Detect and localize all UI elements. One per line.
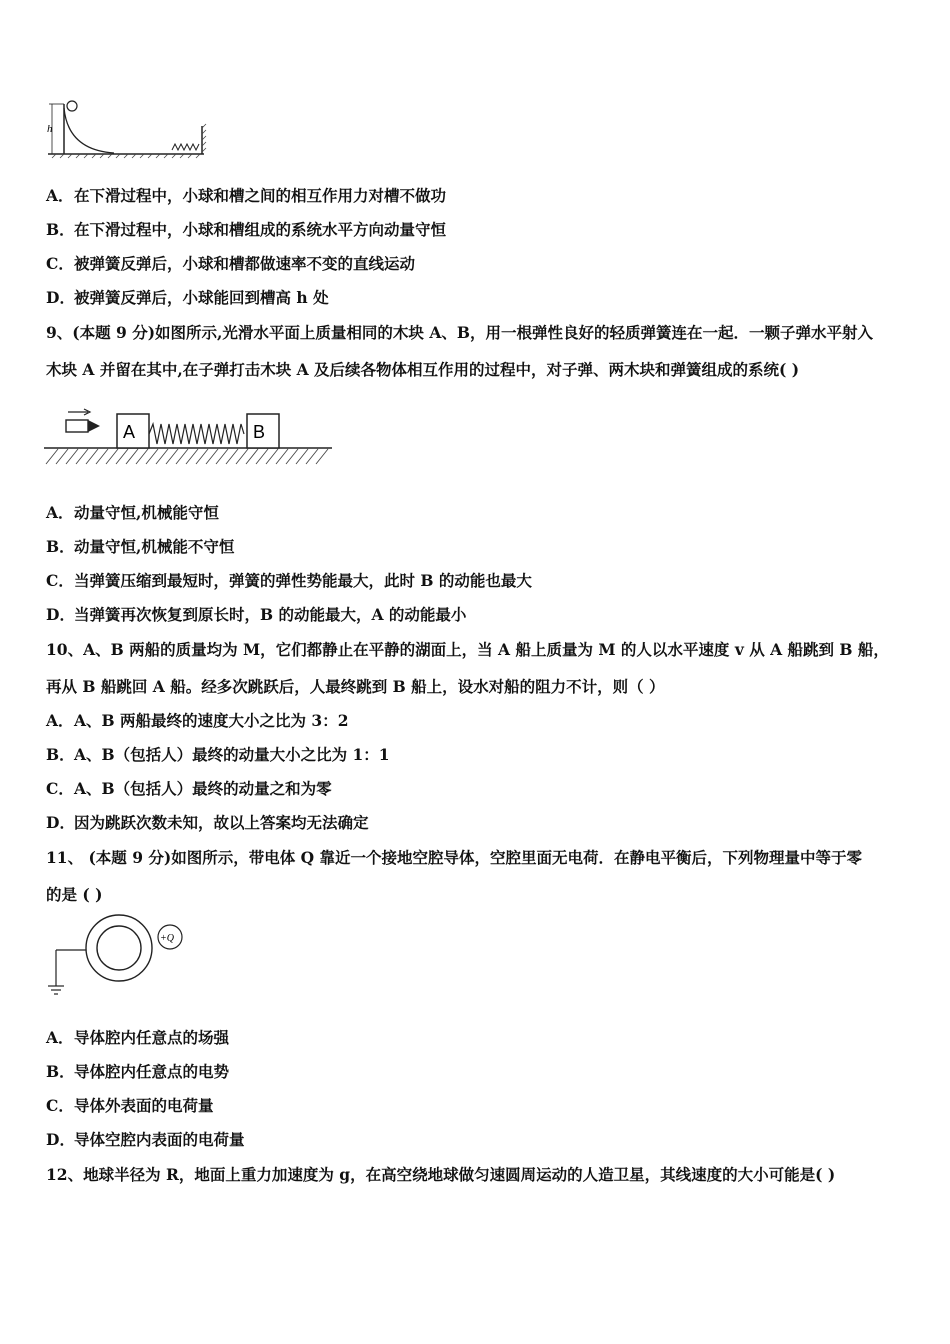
q10-option-b: B．A、B（包括人）最终的动量大小之比为 1：1 bbox=[46, 745, 390, 764]
q8-height-label: h bbox=[47, 123, 53, 135]
q9-bullet-blocks-diagram bbox=[44, 404, 334, 470]
q10-option-a: A．A、B 两船最终的速度大小之比为 3：2 bbox=[46, 711, 349, 730]
q8-groove-spring-diagram bbox=[44, 98, 209, 160]
q11-option-b: B．导体腔内任意点的电势 bbox=[46, 1062, 230, 1081]
q9-option-a: A．动量守恒,机械能守恒 bbox=[46, 503, 219, 522]
q8-option-b: B．在下滑过程中，小球和槽组成的系统水平方向动量守恒 bbox=[46, 220, 447, 239]
q11-option-c: C．导体外表面的电荷量 bbox=[46, 1096, 214, 1115]
q8-option-d: D．被弹簧反弹后，小球能回到槽高 h 处 bbox=[46, 288, 329, 307]
q10-stem-line2: 再从 B 船跳回 A 船。经多次跳跃后，人最终跳到 B 船上，设水对船的阻力不计，则（ ） bbox=[46, 677, 665, 696]
q10-option-c: C．A、B（包括人）最终的动量之和为零 bbox=[46, 779, 332, 798]
q11-charge-label: +Q bbox=[160, 933, 174, 944]
q8-option-c: C．被弹簧反弹后，小球和槽都做速率不变的直线运动 bbox=[46, 254, 416, 273]
q9-stem-line2: 木块 A 并留在其中,在子弹打击木块 A 及后续各物体相互作用的过程中，对子弹、两木块和弹簧组成的系统( ) bbox=[46, 360, 800, 379]
q11-stem-line1: 11、 (本题 9 分)如图所示，带电体 Q 靠近一个接地空腔导体，空腔里面无电荷．在静电平衡后，下列物理量中等于零 bbox=[46, 848, 863, 867]
q10-stem-line1: 10、A、B 两船的质量均为 M，它们都静止在平静的湖面上，当 A 船上质量为 M 的人以水平速度 v 从 A 船跳到 B 船， bbox=[46, 640, 889, 659]
q9-stem-line1: 9、(本题 9 分)如图所示,光滑水平面上质量相同的木块 A、B，用一根弹性良好的轻质弹簧连在一起．一颗子弹水平射入 bbox=[46, 323, 873, 342]
q10-option-d: D．因为跳跃次数未知，故以上答案均无法确定 bbox=[46, 813, 369, 832]
q9-block-b-label: B bbox=[253, 422, 266, 442]
q11-option-d: D．导体空腔内表面的电荷量 bbox=[46, 1130, 245, 1149]
q9-option-b: B．动量守恒,机械能不守恒 bbox=[46, 537, 235, 556]
q12-stem-line1: 12、地球半径为 R，地面上重力加速度为 g，在高空绕地球做匀速圆周运动的人造卫星，其线速度的大小可能是( ) bbox=[46, 1165, 836, 1184]
q9-option-c: C．当弹簧压缩到最短时，弹簧的弹性势能最大，此时 B 的动能也最大 bbox=[46, 571, 532, 590]
q8-option-a: A．在下滑过程中，小球和槽之间的相互作用力对槽不做功 bbox=[46, 186, 447, 205]
q11-stem-line2: 的是 ( ) bbox=[46, 885, 103, 904]
q11-grounded-conductor-diagram bbox=[44, 912, 190, 998]
q9-block-a-label: A bbox=[123, 422, 136, 442]
q11-option-a: A．导体腔内任意点的场强 bbox=[46, 1028, 230, 1047]
q9-option-d: D．当弹簧再次恢复到原长时，B 的动能最大，A 的动能最小 bbox=[46, 605, 467, 624]
